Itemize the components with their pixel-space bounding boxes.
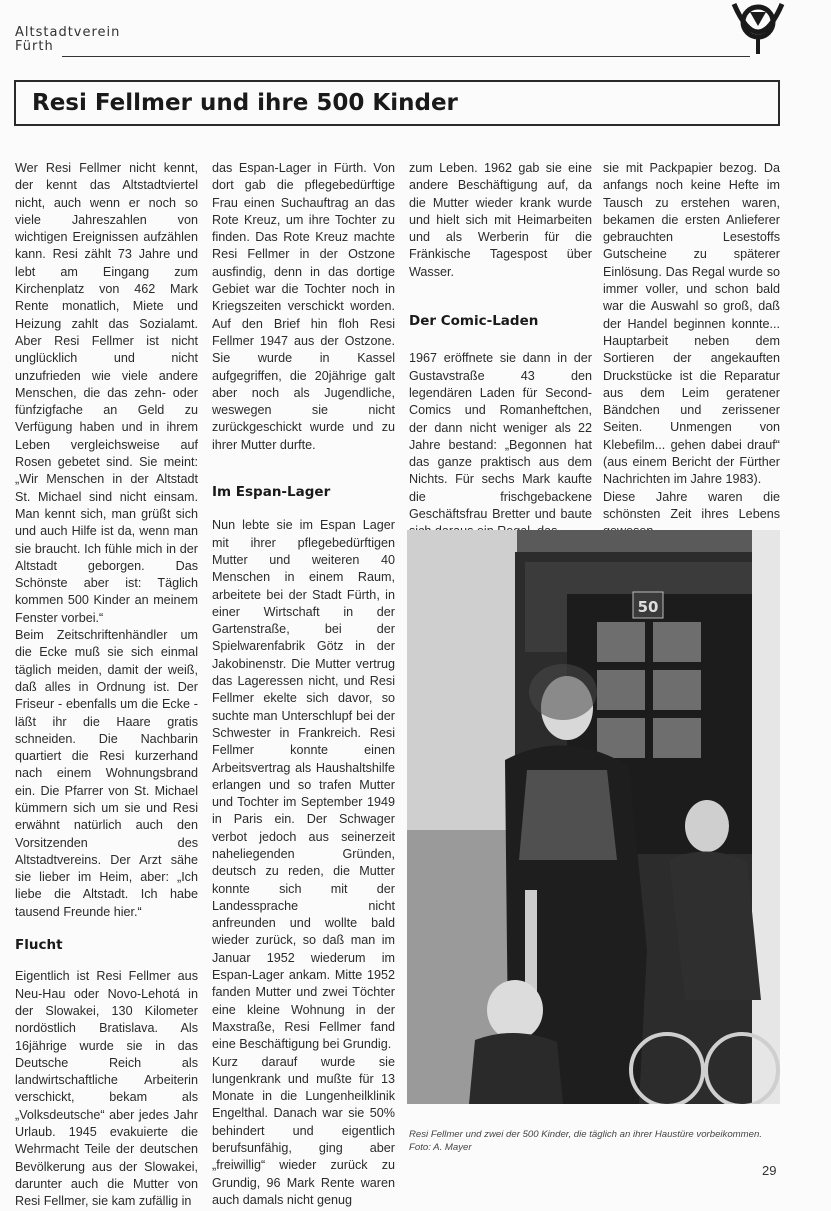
paragraph: Eigentlich ist Resi Fellmer aus Neu-Hau oder Novo-Lehotá in der Slowakei, 130 Kilometer nordöstlich Bratislava. Als 16jährige wurde sie in das Deutsche Reich als landwirtschaftliche Arbeiterin verschickt, bekam als „Volksdeutsche“ aber jedes Jahr Urlaub. 1945 evakuierte die Wehrmacht Teile der deutschen Bevölkerung aus der Slowakei, darunter auch die Mutter von Resi Fellmer, sie kam zufällig in: [15, 969, 198, 1209]
paragraph: das Espan-Lager in Fürth. Von dort gab die pflegebedürftige Frau einen Suchauftrag an das Rote Kreuz, um ihre Tochter zu finden. Das Rote Kreuz machte Resi Fellmer in der Ostzone ausfindig, denn in das dortige Gebiet war die Tochter noch in Kriegszeiten verschickt worden. Auf den Brief hin floh Resi Fellmer 1947 aus der Ostzone. Sie wurde in Kassel aufgegriffen, die 20jährige galt aber noch als Jugendliche, weswegen sie nicht zurückgeschickt wurde und zu ihrer Mutter durfte.: [212, 161, 395, 452]
paragraph: Beim Zeitschriftenhändler um die Ecke muß sie sich einmal täglich meiden, damit der weiß, daß alles in Ordnung ist. Der Friseur - ebenfalls um die Ecke - läßt ihr die Haare gratis schneiden. Die Nachbarin quartiert die Resi kurzerhand nach einem Wohnungsbrand ein. Die Pfarrer von St. Michael kümmern sich um sie und Resi erwähnt natürlich auch den Vorsitzenden des Altstadtvereins. Der Arzt sähe sie lieber im Heim, aber: „Ich liebe die Altstadt. Ich habe tausend Freunde hier.“: [15, 628, 198, 919]
article-title: Resi Fellmer und ihre 500 Kinder: [32, 90, 458, 116]
door-number: 50: [637, 598, 659, 616]
paragraph: sie mit Packpapier bezog. Da anfangs noch keine Hefte im Tausch zu erstehen waren, bekamen die ersten Anlieferer gebrauchten Lesestoffs Gutscheine zu späterer Einlösung. Das Regal wurde so immer voller, und schon bald war die Auswahl so groß, daß der Handel beginnen konnte... Hauptarbeit neben dem Sortieren der angekauften Druckstücke ist die Reparatur aus dem Leim geratener Bändchen und zerissener Seiten. Unmengen von Klebefilm... gehen dabei drauf“ (aus einem Bericht der Fürther Nachrichten im Jahre 1983).: [603, 161, 780, 487]
org-line-2: Fürth: [15, 39, 54, 54]
photo-credit: Foto: A. Mayer: [409, 1142, 472, 1153]
header-rule: [62, 56, 750, 57]
photo-caption: [409, 1128, 780, 1154]
section-heading-espan: Im Espan-Lager: [212, 484, 331, 501]
photo-illustration: [407, 530, 780, 1104]
title-box: [14, 80, 780, 126]
column-3: [409, 160, 592, 541]
page-number: 29: [762, 1163, 777, 1178]
paragraph: Kurz darauf wurde sie lungenkrank und mußte für 13 Monate in die Lungenheilklinik Engelthal. Danach war sie 50% behindert und eigentlich berufsunfähig, ging aber „freiwillig“ wieder zurück zu Grundig, 96 Mark Rente waren auch damals nicht genug: [212, 1054, 395, 1207]
paragraph: Wer Resi Fellmer nicht kennt, der kennt das Altstadtviertel nicht, auch wenn er noch so viele Jahreszahlen von wichtigen Ereignissen aufzählen kann. Resi zählt 73 Jahre und lebt am Eingang zum Kirchenplatz von 462 Mark Rente monatlich, Miete und Heizung zahlt das Sozialamt. Aber Resi Fellmer ist nicht unglücklich und nicht unzufrieden wie viele andere Menschen, die das zehn- oder fünfzigfache an Geld zu Verfügung haben und in ihrem Leben vergleichsweise auf Rosen gebetet sind. Sie meint: „Wir Menschen in der Altstadt St. Michael sind nicht einsam. Man kennt sich, man grüßt sich und auch Hilfe ist da, wenn man sie braucht. Ich fühle mich in der Altstadt geborgen. Das Schönste aber ist: Täglich kommen 500 Kinder an meinem Fenster vorbei.“: [15, 161, 198, 625]
paragraph: Nun lebte sie im Espan Lager mit ihrer pflegebedürftigen Mutter und weiteren 40 Menschen in einem Raum, arbeitete bei der Stadt Fürth, in einer Wirtschaft in der Gartenstraße, bei der Spielwarenfabrik Götz in der Jakobinenstr. Die Mutter vertrug das Lageressen nicht, und Resi Fellmer ekelte sich davor, so suchte man Unterschlupf bei der Schwester in Frankreich. Resi Fellmer konnte einen Arbeitsvertrag als Haushaltshilfe erlangen und so trafen Mutter und Tochter im September 1949 in Paris ein. Der Schwager verbot jedoch aus seinerzeit naheliegenden Gründen, deutsch zu reden, die Mutter konnte sich mit der Landessprache nicht anfreunden und wollte bald wieder zurück, so daß man im Januar 1952 wiederum im Espan-Lager ankam. Mitte 1952 fanden Mutter und zwei Töchter eine kleine Wohnung in der Maxstraße, Resi Fellmer fand eine Beschäftigung bei Grundig.: [212, 518, 395, 1052]
column-1: [15, 160, 198, 1211]
caption-text: Resi Fellmer und zwei der 500 Kinder, die täglich an ihrer Haustüre vorbeikommen.: [409, 1129, 763, 1140]
organization-name: [15, 26, 120, 54]
altstadtverein-logo-icon: [728, 0, 788, 56]
paragraph: zum Leben. 1962 gab sie eine andere Beschäftigung auf, da die Mutter wieder krank wurde und hielt sich mit Heimarbeiten und als Werberin für die Fränkische Tagespost über Wasser.: [409, 161, 592, 279]
article-photo: [407, 530, 780, 1104]
paragraph: Diese Jahre waren die schönsten Zeit ihres Lebens: [603, 489, 780, 521]
column-2: [212, 160, 395, 1209]
column-4: [603, 160, 780, 541]
section-heading-flucht: Flucht: [15, 937, 63, 954]
org-line-1: Altstadtverein: [15, 25, 121, 40]
section-heading-comic: Der Comic-Laden: [409, 313, 539, 330]
paragraph: 1967 eröffnete sie dann in der Gustavstraße 43 den legendären Laden für Second-Comics und Romanheftchen, der dann nicht weniger als 22 Jahre bestand: „Begonnen hat das ganze praktisch aus dem Nichts. Für sechs Mark kaufte die frischgebackene Geschäftsfrau Bretter und baute: [409, 351, 592, 522]
